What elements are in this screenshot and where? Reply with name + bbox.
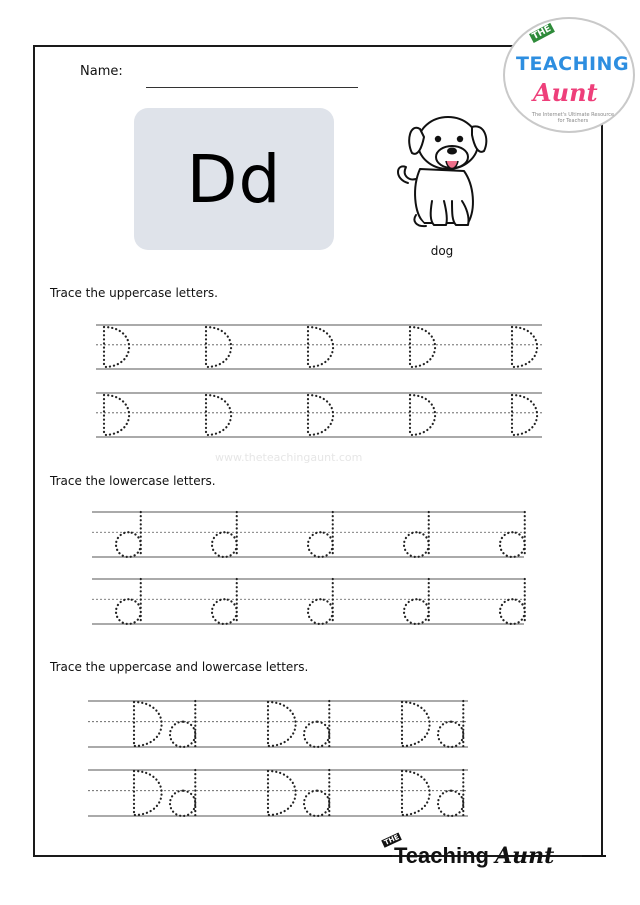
dotted-lowercase-d: [404, 579, 429, 624]
dotted-uppercase-d: [410, 395, 435, 435]
dotted-lowercase-d: [212, 512, 237, 557]
dotted-uppercase-d: [268, 702, 296, 746]
logo-tagline: The Internet's Ultimate Resource for Teachers: [531, 112, 615, 124]
dotted-uppercase-d: [512, 327, 537, 367]
dotted-uppercase-d: [104, 327, 129, 367]
logo-aunt-text: Aunt: [533, 78, 598, 107]
dotted-uppercase-d: [134, 771, 162, 815]
dotted-letters: [104, 327, 537, 816]
instruction-uppercase: Trace the uppercase letters.: [50, 286, 218, 300]
footer-line-left: [380, 855, 392, 857]
instruction-both: Trace the uppercase and lowercase letters.: [50, 660, 309, 674]
instruction-lowercase: Trace the lowercase letters.: [50, 474, 216, 488]
footer-brand: [394, 843, 554, 869]
dotted-uppercase-d: [512, 395, 537, 435]
dotted-uppercase-d: [308, 327, 333, 367]
dotted-uppercase-d: [402, 771, 430, 815]
dotted-lowercase-d: [438, 701, 463, 747]
dog-caption: dog: [430, 244, 454, 258]
dotted-uppercase-d: [402, 702, 430, 746]
dotted-lowercase-d: [170, 770, 195, 816]
dotted-lowercase-d: [308, 512, 333, 557]
dotted-uppercase-d: [206, 395, 231, 435]
dotted-uppercase-d: [308, 395, 333, 435]
dotted-uppercase-d: [104, 395, 129, 435]
footer-brand-teaching: Teaching: [394, 843, 496, 868]
dotted-lowercase-d: [304, 770, 329, 816]
dotted-lowercase-d: [500, 579, 525, 624]
watermark: www.theteachingaunt.com: [215, 451, 363, 464]
footer-line-right: [582, 855, 606, 857]
dotted-lowercase-d: [116, 579, 141, 624]
featured-letters: Dd: [186, 140, 282, 218]
dotted-lowercase-d: [308, 579, 333, 624]
footer-the-tag: THE: [383, 833, 401, 847]
dotted-lowercase-d: [404, 512, 429, 557]
name-label: Name:: [80, 64, 123, 79]
dotted-lowercase-d: [116, 512, 141, 557]
dotted-lowercase-d: [438, 770, 463, 816]
dotted-uppercase-d: [268, 771, 296, 815]
dotted-lowercase-d: [304, 701, 329, 747]
dotted-lowercase-d: [212, 579, 237, 624]
dotted-lowercase-d: [170, 701, 195, 747]
dotted-uppercase-d: [410, 327, 435, 367]
dotted-lowercase-d: [500, 512, 525, 557]
handwriting-guide-lines: [88, 325, 542, 816]
dotted-uppercase-d: [206, 327, 231, 367]
logo-the-tag: THE: [530, 23, 554, 43]
dotted-uppercase-d: [134, 702, 162, 746]
logo-teaching-text: TEACHING: [516, 53, 630, 75]
footer-brand-aunt: Aunt: [495, 843, 555, 869]
